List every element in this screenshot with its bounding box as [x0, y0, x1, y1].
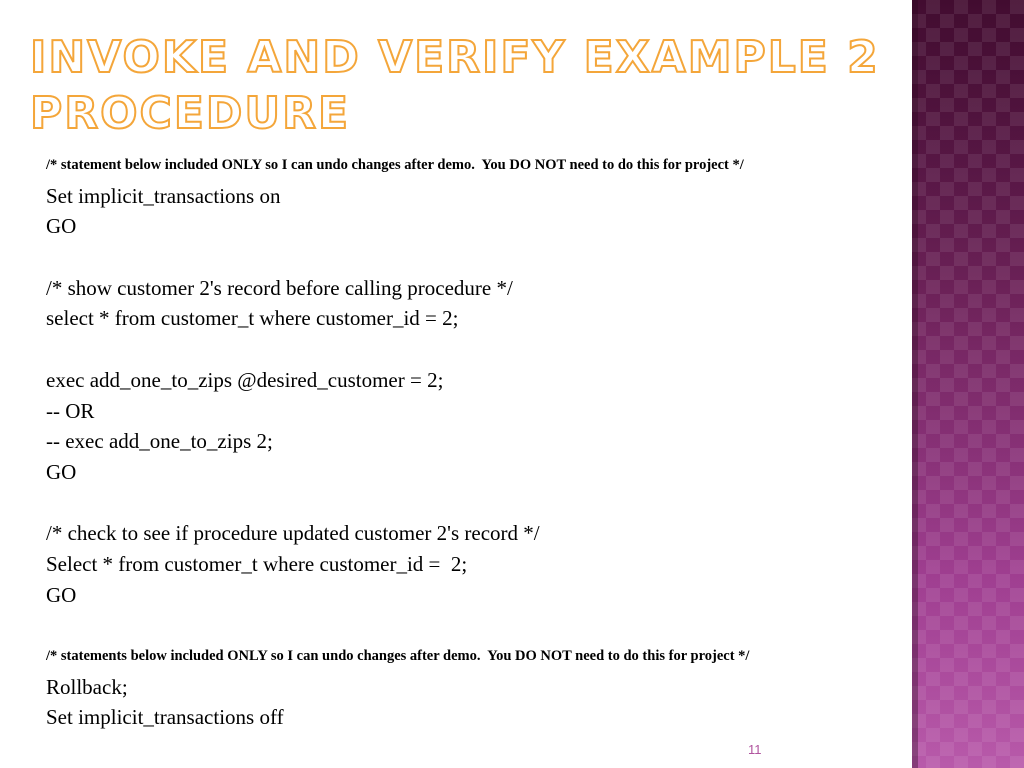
- code-line: GO: [46, 214, 77, 239]
- code-line: Select * from customer_t where customer_id = 2;: [46, 551, 468, 576]
- comment-line: /* statements below included ONLY so I can undo changes after demo. You DO NOT need to do this for project */: [46, 648, 750, 664]
- blank-line: [46, 334, 906, 365]
- blank-line: [46, 488, 906, 519]
- code-line: GO: [46, 459, 77, 484]
- code-line: select * from customer_t where customer_id = 2;: [46, 306, 459, 331]
- code-line: Set implicit_transactions off: [46, 705, 284, 730]
- code-line: -- OR: [46, 398, 95, 423]
- code-line: Set implicit_transactions on: [46, 183, 281, 208]
- blank-line: [46, 610, 906, 641]
- slide-title: INVOKE AND VERIFY EXAMPLE 2 PROCEDURE: [30, 32, 880, 139]
- comment-line: /* show customer 2's record before calling procedure */: [46, 275, 513, 300]
- decorative-side-panel: [912, 0, 1024, 768]
- code-line: GO: [46, 582, 77, 607]
- code-line: exec add_one_to_zips @desired_customer = 2;: [46, 367, 444, 392]
- page-number: 11: [748, 742, 762, 757]
- code-line: -- exec add_one_to_zips 2;: [46, 429, 273, 454]
- blank-line: [46, 242, 906, 273]
- comment-line: /* check to see if procedure updated customer 2's record */: [46, 521, 540, 546]
- code-line: Rollback;: [46, 674, 128, 699]
- code-body: [46, 150, 906, 733]
- comment-line: /* statement below included ONLY so I can undo changes after demo. You DO NOT need to do this for project */: [46, 157, 744, 173]
